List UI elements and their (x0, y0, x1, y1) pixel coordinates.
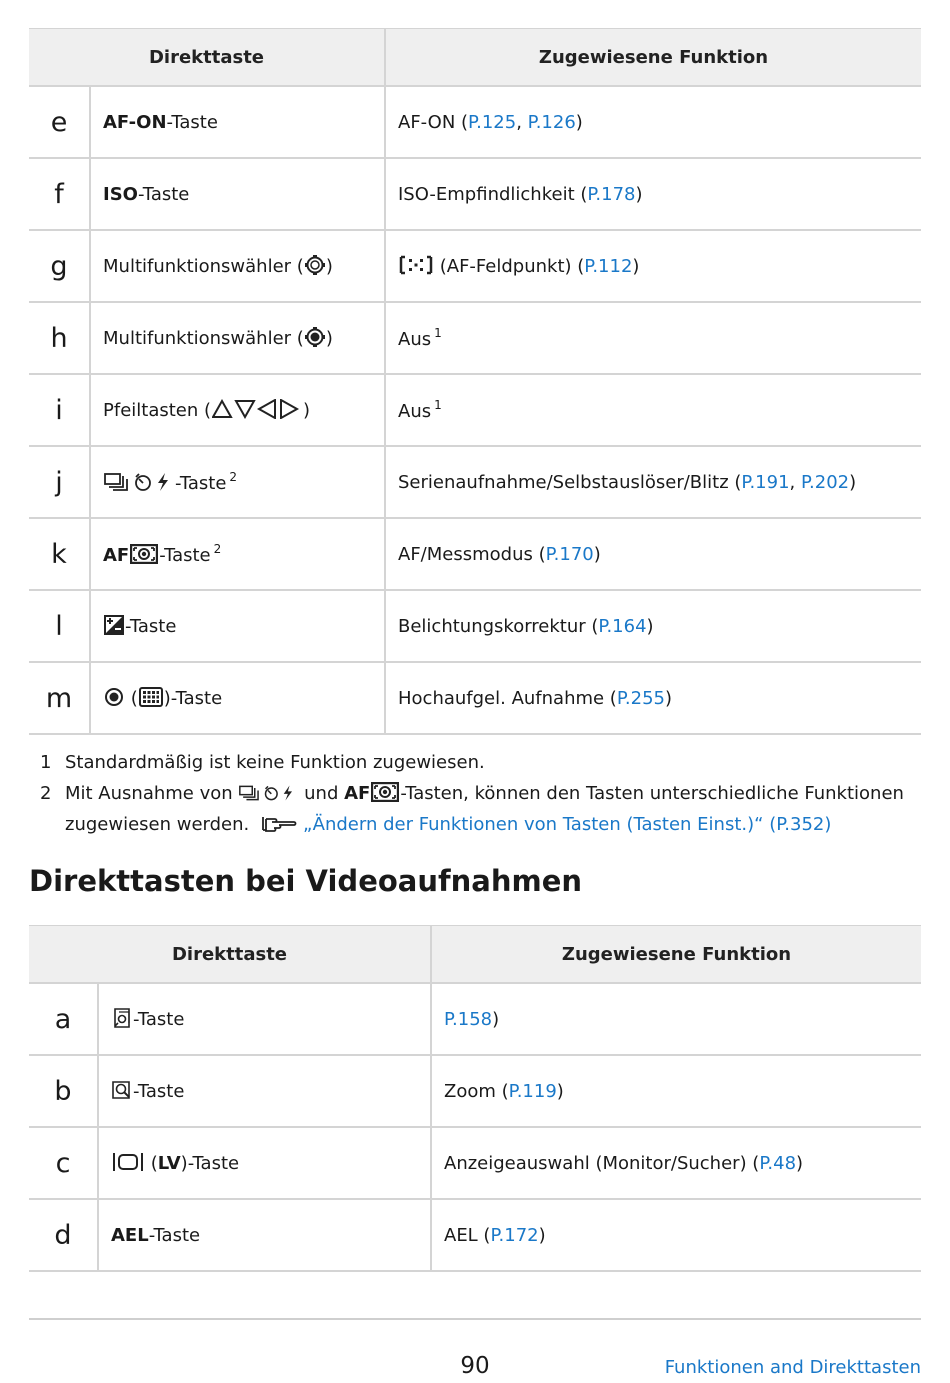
table-row (29, 983, 921, 1055)
zoom-out-icon (112, 1008, 132, 1028)
drive-selftimer-flash-icon (104, 472, 174, 492)
row-letter: k (29, 518, 90, 590)
function-cell (385, 302, 921, 374)
footer-divider (29, 1318, 921, 1320)
table-row (29, 518, 921, 590)
footnotes (29, 747, 921, 843)
row-letter: h (29, 302, 90, 374)
page-ref-link[interactable]: P.48 (759, 1152, 797, 1174)
footnote-marker: 2 (213, 542, 222, 556)
button-suffix: -Taste (166, 111, 218, 133)
row-letter: j (29, 446, 90, 518)
function-text: Anzeigeauswahl (Monitor/Sucher) ( (444, 1152, 760, 1174)
table-header-row (29, 29, 921, 87)
button-cell (98, 1127, 431, 1199)
exposure-compensation-icon (104, 615, 124, 635)
high-res-grid-icon (139, 687, 163, 707)
function-end: ) (635, 183, 643, 205)
button-label: Multifunktionswähler ( (103, 256, 304, 277)
footnote-marker: 1 (434, 398, 442, 412)
row-letter: c (29, 1127, 98, 1199)
footnote-af-label: AF (344, 783, 371, 804)
ref-separator: , (516, 111, 528, 133)
function-cell (431, 1199, 921, 1271)
button-suffix: -Taste (133, 1081, 185, 1102)
button-suffix: -Taste (175, 473, 227, 494)
table-row (29, 446, 921, 518)
row-letter: g (29, 230, 90, 302)
table-row (29, 86, 921, 158)
button-suffix: -Taste (133, 1009, 185, 1030)
table-row (29, 230, 921, 302)
button-name: LV (157, 1153, 181, 1174)
function-cell (385, 590, 921, 662)
footnote-text: Mit Ausnahme von (65, 783, 233, 804)
lv-display-icon (112, 1152, 144, 1172)
footnote-2 (29, 778, 921, 843)
column-header-function: Zugewiesene Funktion (431, 926, 921, 984)
page-ref-link[interactable]: P.125 (468, 111, 517, 133)
function-cell (385, 158, 921, 230)
button-label: ( (125, 688, 138, 709)
button-suffix: -Taste (125, 616, 177, 637)
button-name: AF (103, 545, 130, 566)
button-label: ( (145, 1153, 158, 1174)
function-text: Belichtungskorrektur ( (398, 615, 599, 637)
button-cell (90, 374, 385, 446)
button-cell (90, 86, 385, 158)
page-ref-link[interactable]: P.178 (587, 183, 636, 205)
function-cell (385, 446, 921, 518)
table-row (29, 1199, 921, 1271)
button-cell (90, 158, 385, 230)
row-letter: a (29, 983, 98, 1055)
button-cell (90, 518, 385, 590)
button-label: Pfeiltasten ( (103, 400, 212, 421)
zoom-in-icon (112, 1080, 132, 1100)
function-end: ) (593, 543, 601, 565)
ref-separator: , (789, 471, 801, 493)
button-name: ISO (103, 183, 138, 205)
function-cell (385, 518, 921, 590)
function-text: ISO-Empfindlichkeit ( (398, 183, 588, 205)
page-ref-link[interactable]: P.191 (741, 471, 790, 493)
shortcut-table-photo (29, 28, 921, 735)
table-header-row (29, 926, 921, 984)
footnote-number: 2 (40, 783, 52, 804)
row-letter: d (29, 1199, 98, 1271)
page-ref-link[interactable]: P.172 (490, 1224, 539, 1246)
function-end: ) (796, 1152, 804, 1174)
row-letter: e (29, 86, 90, 158)
page-ref-link[interactable]: P.126 (527, 111, 576, 133)
function-end: ) (575, 111, 583, 133)
af-target-icon (399, 255, 433, 275)
multi-selector-press-icon (305, 327, 325, 347)
function-end: ) (849, 471, 857, 493)
page-number: 90 (460, 1353, 490, 1379)
row-letter: l (29, 590, 90, 662)
multi-selector-ring-icon (305, 255, 325, 275)
function-text: AF-ON ( (398, 111, 469, 133)
page-ref-link[interactable]: P.158 (444, 1008, 493, 1030)
function-end: ) (646, 615, 654, 637)
button-suffix: -Taste (148, 1224, 201, 1246)
function-end: ) (538, 1224, 546, 1246)
table-row (29, 662, 921, 734)
function-cell (431, 1055, 921, 1127)
page-ref-link[interactable]: P.119 (508, 1080, 557, 1102)
page-ref-link[interactable]: P.164 (598, 615, 647, 637)
shortcut-table-video (29, 925, 921, 1272)
function-cell (431, 1127, 921, 1199)
function-text: AEL ( (444, 1224, 491, 1246)
footnote-marker: 2 (229, 470, 238, 484)
page-ref-link[interactable]: P.255 (616, 687, 665, 709)
column-header-button: Direkttaste (29, 29, 385, 87)
function-cell (431, 983, 921, 1055)
button-label-end: ) (325, 256, 333, 277)
button-label-end: ) (325, 328, 333, 349)
table-row (29, 158, 921, 230)
table-row (29, 1127, 921, 1199)
function-text: AF/Messmodus ( (398, 543, 546, 565)
row-letter: i (29, 374, 90, 446)
function-cell (385, 374, 921, 446)
row-letter: f (29, 158, 90, 230)
function-cell (385, 86, 921, 158)
table-row (29, 590, 921, 662)
function-cell (385, 230, 921, 302)
pointing-hand-icon (261, 812, 297, 843)
metering-icon (371, 782, 399, 802)
button-cell (90, 590, 385, 662)
footnote-number: 1 (40, 752, 52, 773)
row-letter: b (29, 1055, 98, 1127)
button-cell (98, 1199, 431, 1271)
page-ref-link[interactable]: P.202 (800, 471, 850, 493)
table-row (29, 374, 921, 446)
function-text: Serienaufnahme/Selbstauslöser/Blitz ( (398, 471, 742, 493)
button-cell (98, 1055, 431, 1127)
function-text: Aus (398, 401, 432, 422)
page-ref-link[interactable]: P.112 (584, 256, 633, 277)
row-letter: m (29, 662, 90, 734)
button-cell (98, 983, 431, 1055)
column-header-button: Direkttaste (29, 926, 431, 984)
target-circle-icon (104, 687, 124, 707)
drive-selftimer-flash-icon (239, 784, 297, 802)
cross-reference-link[interactable]: „Ändern der Funktionen von Tasten (Tasten Einst.)“ (P.352) (302, 814, 832, 835)
button-name: AEL (111, 1224, 149, 1246)
table-row (29, 302, 921, 374)
button-suffix: -Taste (159, 545, 211, 566)
function-text: Hochaufgel. Aufnahme ( (398, 687, 617, 709)
button-suffix: )-Taste (180, 1153, 240, 1174)
button-cell (90, 662, 385, 734)
table-row (29, 1055, 921, 1127)
button-suffix: -Taste (137, 183, 190, 205)
function-end: ) (664, 687, 673, 709)
function-text: (AF-Feldpunkt) ( (439, 256, 585, 277)
column-header-function: Zugewiesene Funktion (385, 29, 921, 87)
function-end: ) (632, 256, 640, 277)
button-label-end: )-Taste (163, 688, 223, 709)
button-cell (90, 302, 385, 374)
button-label: Multifunktionswähler ( (103, 328, 304, 349)
button-label-end: ) (303, 400, 311, 421)
button-name: AF-ON (103, 111, 167, 133)
section-title: Direkttasten bei Videoaufnahmen (29, 864, 583, 898)
footnote-1 (29, 747, 921, 778)
footer-section-link[interactable]: Funktionen and Direkttasten (664, 1357, 921, 1378)
function-cell (385, 662, 921, 734)
footnote-text: Standardmäßig ist keine Funktion zugewiesen. (65, 752, 485, 773)
footnote-text: und (304, 783, 339, 804)
page-ref-link[interactable]: P.170 (545, 543, 594, 565)
arrow-keys-icon (212, 399, 302, 419)
footnote-marker: 1 (434, 326, 442, 340)
function-end: ) (556, 1080, 564, 1102)
metering-icon (130, 544, 158, 564)
footnote-text: -Tasten, können den Tasten unterschiedliche Funktionen zugewiesen werden. (65, 783, 904, 835)
function-text: Zoom ( (444, 1080, 509, 1102)
button-cell (90, 446, 385, 518)
function-end: ) (492, 1008, 500, 1030)
function-text: Aus (398, 329, 432, 350)
button-cell (90, 230, 385, 302)
